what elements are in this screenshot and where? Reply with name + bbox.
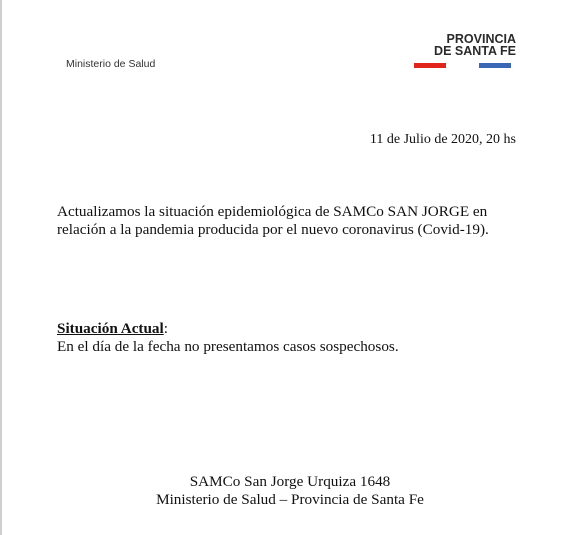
logo-line-provincia: PROVINCIA: [446, 32, 516, 46]
situation-title: Situación Actual: [57, 320, 164, 337]
situation-text: En el día de la fecha no presentamos casos sospechosos.: [57, 337, 399, 355]
page-left-edge: [0, 0, 2, 535]
current-situation-section: [57, 320, 517, 355]
logo-blue-stripe: [479, 63, 511, 68]
situation-colon: :: [163, 320, 168, 337]
intro-paragraph: Actualizamos la situación epidemiológica de SAMCo SAN JORGE en relación a la pandemia producida por el nuevo coronavirus (Covid-19).: [57, 203, 489, 238]
footer-address: SAMCo San Jorge Urquiza 1648: [189, 473, 391, 490]
ministry-header: Ministerio de Salud: [66, 58, 156, 70]
provincia-santa-fe-logo: [410, 32, 516, 72]
report-date: 11 de Julio de 2020, 20 hs: [369, 132, 516, 147]
logo-line-santa-fe: DE SANTA FE: [434, 44, 516, 58]
footer-ministry: Ministerio de Salud – Provincia de Santa Fe: [156, 491, 424, 508]
logo-red-stripe: [414, 63, 446, 68]
situation-heading-line: [57, 320, 517, 338]
